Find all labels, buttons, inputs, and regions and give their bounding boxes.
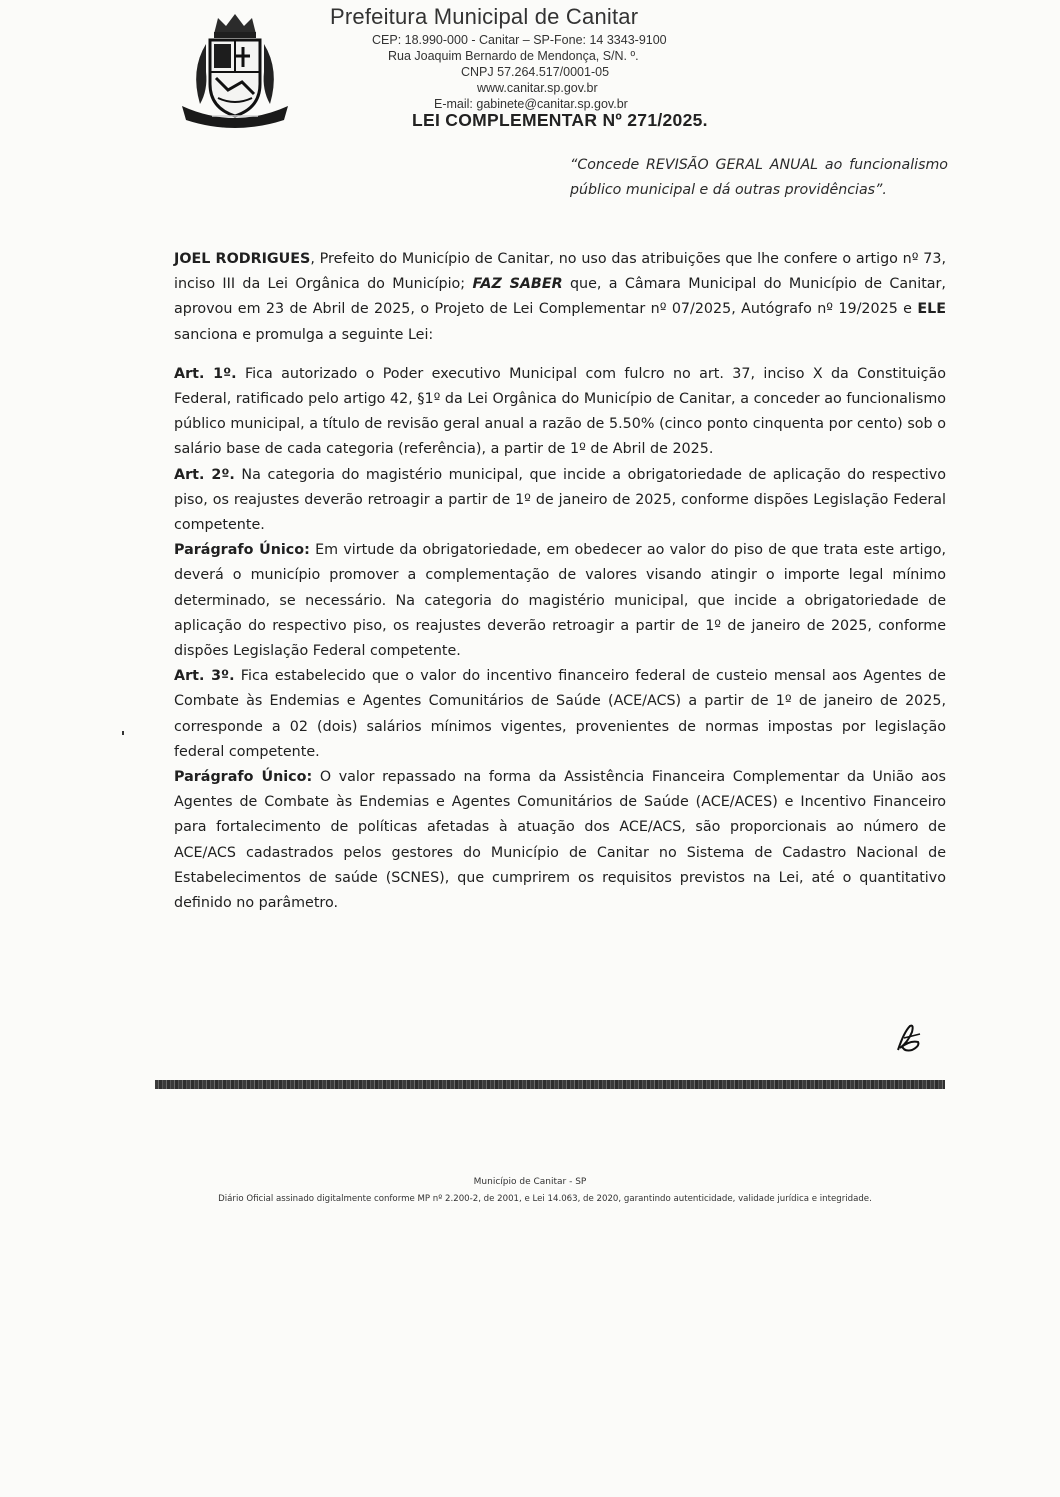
- article-label: Art. 3º.: [174, 668, 235, 685]
- footer-municipality: Município de Canitar - SP: [473, 1177, 587, 1187]
- preamble: [174, 247, 946, 348]
- article-2-sole-paragraph: [174, 538, 946, 664]
- footer-certification: Diário Oficial assinado digitalmente conforme MP nº 2.200-2, de 2001, e Lei 14.063, de 2020, garantindo autenticidade, validade jurídica e integridade.: [218, 1194, 872, 1204]
- article-1: [174, 362, 946, 463]
- paragraph-label: Parágrafo Único:: [174, 542, 310, 559]
- preamble-text-3: sanciona e promulga a seguinte Lei:: [174, 326, 434, 343]
- page-divider: [155, 1080, 945, 1089]
- institution-title: Prefeitura Municipal de Canitar: [330, 4, 639, 29]
- article-3-sole-paragraph: [174, 765, 946, 916]
- article-text: Fica estabelecido que o valor do incentivo financeiro federal de custeio mensal aos Agentes de Combate às Endemias e Agentes Comunitários de Saúde (ACE/ACS) a partir de 1º de janeiro de 2025, corresponde a 02 (dois) salários mínimos vigentes, provenientes de normas impostas por legislação federal competente.: [174, 668, 946, 760]
- article-text: Na categoria do magistério municipal, que incide a obrigatoriedade de aplicação do respectivo piso, os reajustes deverão retroagir a partir de 1º de janeiro de 2025, conforme dispões Legislação Federal competente.: [174, 466, 946, 534]
- article-3: [174, 664, 946, 765]
- email-link[interactable]: E-mail: gabinete@canitar.sp.gov.br: [434, 97, 628, 111]
- mayor-name: JOEL RODRIGUES: [174, 251, 311, 267]
- faz-saber: FAZ SABER: [472, 276, 563, 293]
- article-label: Art. 2º.: [174, 466, 235, 483]
- scan-mark: [122, 731, 124, 735]
- law-number-title: LEI COMPLEMENTAR Nº 271/2025.: [412, 110, 708, 130]
- preamble-text-1: , Prefeito do Município de Canitar, no uso das atribuições que lhe confere o artigo nº 73, inciso III da Lei Orgânica do Município;: [174, 251, 946, 293]
- paragraph-text: Em virtude da obrigatoriedade, em obedecer ao valor do piso de que trata este artigo, deverá o município promover a complementação de valores visando atingir o importe legal mínimo determinado, se necessário. Na categoria do magistério municipal, que incide a obrigatoriedade de aplicação do respectivo piso, os reajustes deverão retroagir a partir de 1º de janeiro de 2025, conforme dispões Legislação Federal competente.: [174, 542, 946, 660]
- coat-of-arms-icon: [176, 12, 294, 128]
- initials-signature-icon: [890, 1020, 926, 1056]
- article-2: [174, 463, 946, 539]
- law-body: [174, 247, 946, 916]
- address-line: Rua Joaquim Bernardo de Mendonça, S/N. º.: [388, 49, 639, 63]
- cep-phone-line: CEP: 18.990-000 - Canitar – SP-Fone: 14 3343-9100: [372, 33, 667, 47]
- ele-label: ELE: [917, 301, 946, 318]
- paragraph-label: Parágrafo Único:: [174, 769, 313, 786]
- paragraph-text: O valor repassado na forma da Assistência Financeira Complementar da União aos Agentes de Combate às Endemias e Agentes Comunitários de Saúde (ACE/ACES) e Incentivo Financeiro para fortalecimento de políticas afetadas à atuação dos ACE/ACS, são proporcionais ao número de ACE/ACS cadastrados pelos gestores do Município de Canitar no Sistema de Cadastro Nacional de Estabelecimentos de saúde (SCNES), que cumprirem os requisitos previstos na Lei, até o quantitativo definido no parâmetro.: [174, 769, 946, 912]
- article-label: Art. 1º.: [174, 365, 237, 382]
- cnpj-line: CNPJ 57.264.517/0001-05: [461, 65, 610, 79]
- preamble-text-2: que, a Câmara Municipal do Município de Canitar, aprovou em 23 de Abril de 2025, o Projeto de Lei Complementar nº 07/2025, Autógrafo nº 19/2025 e: [174, 276, 946, 318]
- article-text: Fica autorizado o Poder executivo Municipal com fulcro no art. 37, inciso X da Constituição Federal, ratificado pelo artigo 42, §1º da Lei Orgânica do Município de Canitar, a conceder ao funcionalismo público municipal, a título de revisão geral anual a razão de 5.50% (cinco ponto cinquenta por cento) sob o salário base de cada categoria (referência), a partir de 1º de Abril de 2025.: [174, 365, 946, 458]
- website-link[interactable]: www.canitar.sp.gov.br: [477, 81, 598, 95]
- law-summary: “Concede REVISÃO GERAL ANUAL ao funcionalismo público municipal e dá outras providências”.: [570, 157, 948, 198]
